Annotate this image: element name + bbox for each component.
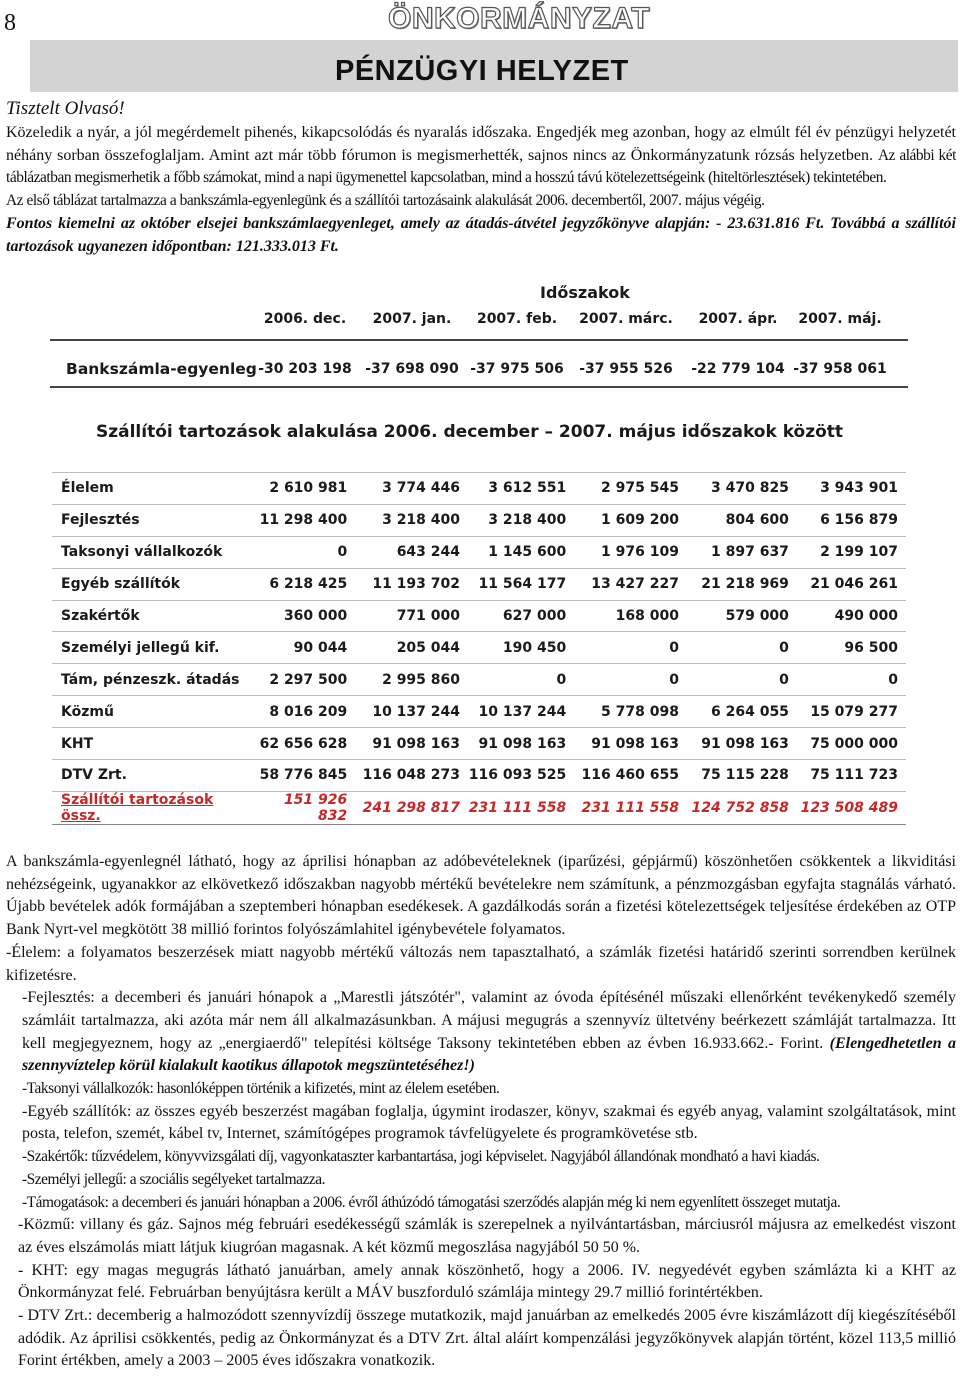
- table-row: [52, 760, 906, 792]
- cell-value: 360 000: [254, 600, 356, 632]
- cell-value: 0: [574, 664, 687, 696]
- cell-value: 58 776 845: [254, 760, 356, 792]
- cell-value: 2 610 981: [254, 473, 356, 505]
- period-label: 2007. feb.: [476, 311, 558, 327]
- page-title: PÉNZÜGYI HELYZET: [335, 55, 629, 87]
- cell-value: 13 427 227: [574, 568, 687, 600]
- table-row: [52, 632, 906, 664]
- cell-value: 5 778 098: [574, 696, 687, 728]
- periods-title: Időszakok: [540, 283, 630, 302]
- cell-value: 91 098 163: [574, 728, 687, 760]
- cell-value: 231 111 558: [468, 791, 574, 824]
- item-tamogatasok: -Támogatások: a decemberi és januári hónapban a 2006. évről áthúzódó támogatási szerződés alapján még ki nem egyenlített összeget mutatja.: [22, 1193, 841, 1211]
- suppliers-table-title: Szállítói tartozások alakulása 2006. december – 2007. május időszakok között: [96, 422, 844, 442]
- cell-value: 116 048 273: [355, 760, 468, 792]
- table-row: [52, 504, 906, 536]
- cell-value: 90 044: [254, 632, 356, 664]
- cell-value: 6 218 425: [254, 568, 356, 600]
- item-taksonyi: -Taksonyi vállalkozók: hasonlóképpen történik a kifizetés, mint az élelem esetében.: [22, 1080, 500, 1098]
- item-szemelyi: -Személyi jellegű: a szociális segélyeket tartalmazza.: [22, 1170, 326, 1188]
- page-number: 8: [4, 10, 16, 36]
- cell-value: 96 500: [797, 632, 906, 664]
- period-label: 2007. máj.: [798, 311, 882, 327]
- cell-value: 2 297 500: [254, 664, 356, 696]
- item-elelem: -Élelem: a folyamatos beszerzések miatt nagyobb mértékű változás nem tapasztalható, a számlák fizetési határidő szerinti sorrendben kerülnek kifizetésre.: [6, 943, 956, 984]
- period-label: 2007. jan.: [372, 311, 452, 327]
- intro-paragraph-1: Közeledik a nyár, a jól megérdemelt pihenés, kikapcsolódás és nyaralás időszaka. Engedjék meg azonban, hogy az elmúlt fél év pénzügyi helyzetét néhány sorban összefoglaljam. Amint azt már több fórumon is megismerhették, sajnos nincs az Önkormányzatunk rózsás helyzetben.: [6, 124, 956, 164]
- cell-value: 91 098 163: [468, 728, 574, 760]
- bank-balance-value: -37 698 090: [365, 361, 459, 377]
- cell-value: 75 115 228: [687, 760, 797, 792]
- cell-value: 804 600: [687, 504, 797, 536]
- section-label: ÖNKORMÁNYZAT: [388, 2, 651, 35]
- cell-value: 1 145 600: [468, 536, 574, 568]
- body-text: [6, 851, 956, 1373]
- cell-value: 0: [574, 632, 687, 664]
- item-fejlesztes: -Fejlesztés: a decemberi és januári hónapok a „Marestli játszótér", valamint az óvoda építésénél műszaki ellenőrként tevékenykedő személy számláit tartalmazza, aki azóta már nem áll alkalmazásunkban. A májusi megugrás a szennyvíz ültetvény beérkezett számláját tartalmazza. Itt kell megjegyeznem, hogy az „energiaerdő" telepítési költsége Taksony tekintetében ebben az évben 16.933.662.- Forint.: [22, 989, 956, 1052]
- intro-paragraph-1-cont: Az alábbi két táblázatban megismerhetik a főbb számokat, mind a napi ügymenettel kapcsolatban, mind a hosszú távú kötelezettségeink (hiteltörlesztések) tekintetében.: [6, 146, 957, 187]
- cell-value: 6 264 055: [687, 696, 797, 728]
- cell-value: 0: [468, 664, 574, 696]
- bank-balance-value: -30 203 198: [258, 361, 352, 377]
- cell-value: 627 000: [468, 600, 574, 632]
- cell-value: 10 137 244: [468, 696, 574, 728]
- item-kht: - KHT: egy magas megugrás látható januárban, amely annak köszönhető, hogy a 2006. IV. negyedévét egyben számlázta ki a KHT az Önkormányzat felé. Februárban benyújtásra került a MÁV buszforduló számlája mintegy 29.7 millió forintértékben.: [18, 1261, 956, 1302]
- row-label: KHT: [52, 728, 254, 760]
- cell-value: 2 975 545: [574, 473, 687, 505]
- cell-value: 3 943 901: [797, 473, 906, 505]
- cell-value: 15 079 277: [797, 696, 906, 728]
- cell-value: 8 016 209: [254, 696, 356, 728]
- cell-value: 75 000 000: [797, 728, 906, 760]
- table-row: [52, 664, 906, 696]
- divider: [50, 386, 908, 388]
- item-fejlesztes-emphasis: (Elengedhetetlen a szennyvíztelep körül kialakult kaotikus állapotok megszüntetéséhez!): [22, 1034, 957, 1075]
- row-label: Élelem: [52, 473, 254, 505]
- row-label: Személyi jellegű kif.: [52, 632, 254, 664]
- row-label: DTV Zrt.: [52, 760, 254, 792]
- bank-balance-value: -37 958 061: [793, 361, 887, 377]
- row-label: Szakértők: [52, 600, 254, 632]
- cell-value: 6 156 879: [797, 504, 906, 536]
- cell-value: 11 564 177: [468, 568, 574, 600]
- intro: [6, 122, 956, 258]
- cell-value: 151 926 832: [254, 791, 356, 824]
- cell-value: 0: [687, 664, 797, 696]
- cell-value: 11 193 702: [355, 568, 468, 600]
- row-label: Közmű: [52, 696, 254, 728]
- table-row: [52, 696, 906, 728]
- bank-balance-value: -37 955 526: [579, 361, 673, 377]
- table-row: [52, 536, 906, 568]
- item-egyeb: -Egyéb szállítók: az összes egyéb beszerzést magában foglalja, úgymint irodaszer, könyv, szakmai és egyéb anyag, valamint szolgáltatások, mint posta, telefon, szemét, kábel tv, Internet, számítógépes programok távfelügyelete és programkövetése stb.: [22, 1102, 956, 1143]
- cell-value: 62 656 628: [254, 728, 356, 760]
- cell-value: 1 609 200: [574, 504, 687, 536]
- cell-value: 1 897 637: [687, 536, 797, 568]
- item-szakertok: -Szakértők: tűzvédelem, könyvvizsgálati díj, vagyonkataszter karbantartása, jogi képviselet. Nagyjából állandónak mondható a havi kiadás.: [22, 1148, 820, 1166]
- bank-balance-value: -22 779 104: [691, 361, 785, 377]
- cell-value: 3 218 400: [468, 504, 574, 536]
- cell-value: 2 995 860: [355, 664, 468, 696]
- cell-value: 190 450: [468, 632, 574, 664]
- cell-value: 168 000: [574, 600, 687, 632]
- table-row: [52, 473, 906, 505]
- intro-paragraph-2: Az első táblázat tartalmazza a bankszámla-egyenlegünk és a szállítói tartozásaink alakulását 2006. decembertől, 2007. május végéig.: [6, 192, 765, 210]
- cell-value: 10 137 244: [355, 696, 468, 728]
- table-row: [52, 568, 906, 600]
- cell-value: 205 044: [355, 632, 468, 664]
- table-row: [52, 600, 906, 632]
- period-label: 2007. márc.: [579, 311, 673, 327]
- cell-value: 1 976 109: [574, 536, 687, 568]
- cell-value: 116 093 525: [468, 760, 574, 792]
- bank-balance-value: -37 975 506: [470, 361, 564, 377]
- period-label: 2006. dec.: [263, 311, 347, 327]
- cell-value: 231 111 558: [574, 791, 687, 824]
- row-label: Egyéb szállítók: [52, 568, 254, 600]
- cell-value: 124 752 858: [687, 791, 797, 824]
- table-row: [52, 728, 906, 760]
- cell-value: 3 470 825: [687, 473, 797, 505]
- row-label: Fejlesztés: [52, 504, 254, 536]
- cell-value: 123 508 489: [797, 791, 906, 824]
- cell-value: 116 460 655: [574, 760, 687, 792]
- cell-value: 11 298 400: [254, 504, 356, 536]
- item-kozmu: -Közmű: villany és gáz. Sajnos még februári esedékességű számlák is szerepelnek a nyilvántartásban, márciusról májusra az emelkedést viszont az éves elszámolás miatt látjuk kiugróan magasnak. A két közmű megoszlása nagyjából 50 50 %.: [18, 1216, 956, 1256]
- cell-value: 91 098 163: [355, 728, 468, 760]
- table-total-row: [52, 791, 906, 824]
- cell-value: 21 218 969: [687, 568, 797, 600]
- cell-value: 3 774 446: [355, 473, 468, 505]
- row-label: Szállítói tartozások össz.: [52, 791, 254, 824]
- cell-value: 75 111 723: [797, 760, 906, 792]
- bank-balance-label: Bankszámla-egyenleg: [66, 360, 257, 378]
- body-paragraph: A bankszámla-egyenlegnél látható, hogy az áprilisi hónapban az adóbevételeknek (iparűzési, gépjármű) köszönhetően csökkentek a likviditási nehézségeink, ugyanakkor az elkövetkező időszakban nagyobb mértékű bevételekre nem számítunk, a pénzmozgásban egyfajta stagnálás várható. Újabb bevételek adók formájában a szeptemberi hónapban esedékesek. A gazdálkodás során a fizetési kötelezettségek teljesítése érdekében az OTP Bank Nyrt-vel megkötött 38 millió forintos folyószámlahitel igénybevétele folyamatos.: [6, 853, 956, 939]
- cell-value: 3 218 400: [355, 504, 468, 536]
- cell-value: 2 199 107: [797, 536, 906, 568]
- cell-value: 21 046 261: [797, 568, 906, 600]
- divider: [50, 339, 908, 341]
- item-dtv: - DTV Zrt.: decemberig a halmozódott szennyvízdíj összege mutatkozik, majd januárban az emelkedés 2005 évre kiszámlázott díj kiegészítéséből adódik. Az áprilisi csökkentés, pedig az Önkormányzat és a DTV Zrt. által aláírt kompenzálási jegyzőkönyvek alapján történt, közel 113,5 millió Forint értékben, amely a 2003 – 2005 éves időszakra vonatkozik.: [18, 1307, 956, 1370]
- cell-value: 643 244: [355, 536, 468, 568]
- cell-value: 0: [687, 632, 797, 664]
- intro-emphasis: Fontos kiemelni az október elsejei bankszámlaegyenleget, amely az átadás-átvétel jegyzőkönyve alapján: - 23.631.816 Ft. Továbbá a szállítói tartozások ugyanezen időpontban: 121.333.013 Ft.: [6, 214, 956, 255]
- cell-value: 91 098 163: [687, 728, 797, 760]
- cell-value: 771 000: [355, 600, 468, 632]
- cell-value: 490 000: [797, 600, 906, 632]
- greeting: Tisztelt Olvasó!: [6, 98, 125, 119]
- cell-value: 579 000: [687, 600, 797, 632]
- cell-value: 0: [254, 536, 356, 568]
- row-label: Tám, pénzeszk. átadás: [52, 664, 254, 696]
- suppliers-table: [52, 472, 906, 825]
- row-label: Taksonyi vállalkozók: [52, 536, 254, 568]
- cell-value: 0: [797, 664, 906, 696]
- cell-value: 241 298 817: [355, 791, 468, 824]
- cell-value: 3 612 551: [468, 473, 574, 505]
- period-label: 2007. ápr.: [698, 311, 778, 327]
